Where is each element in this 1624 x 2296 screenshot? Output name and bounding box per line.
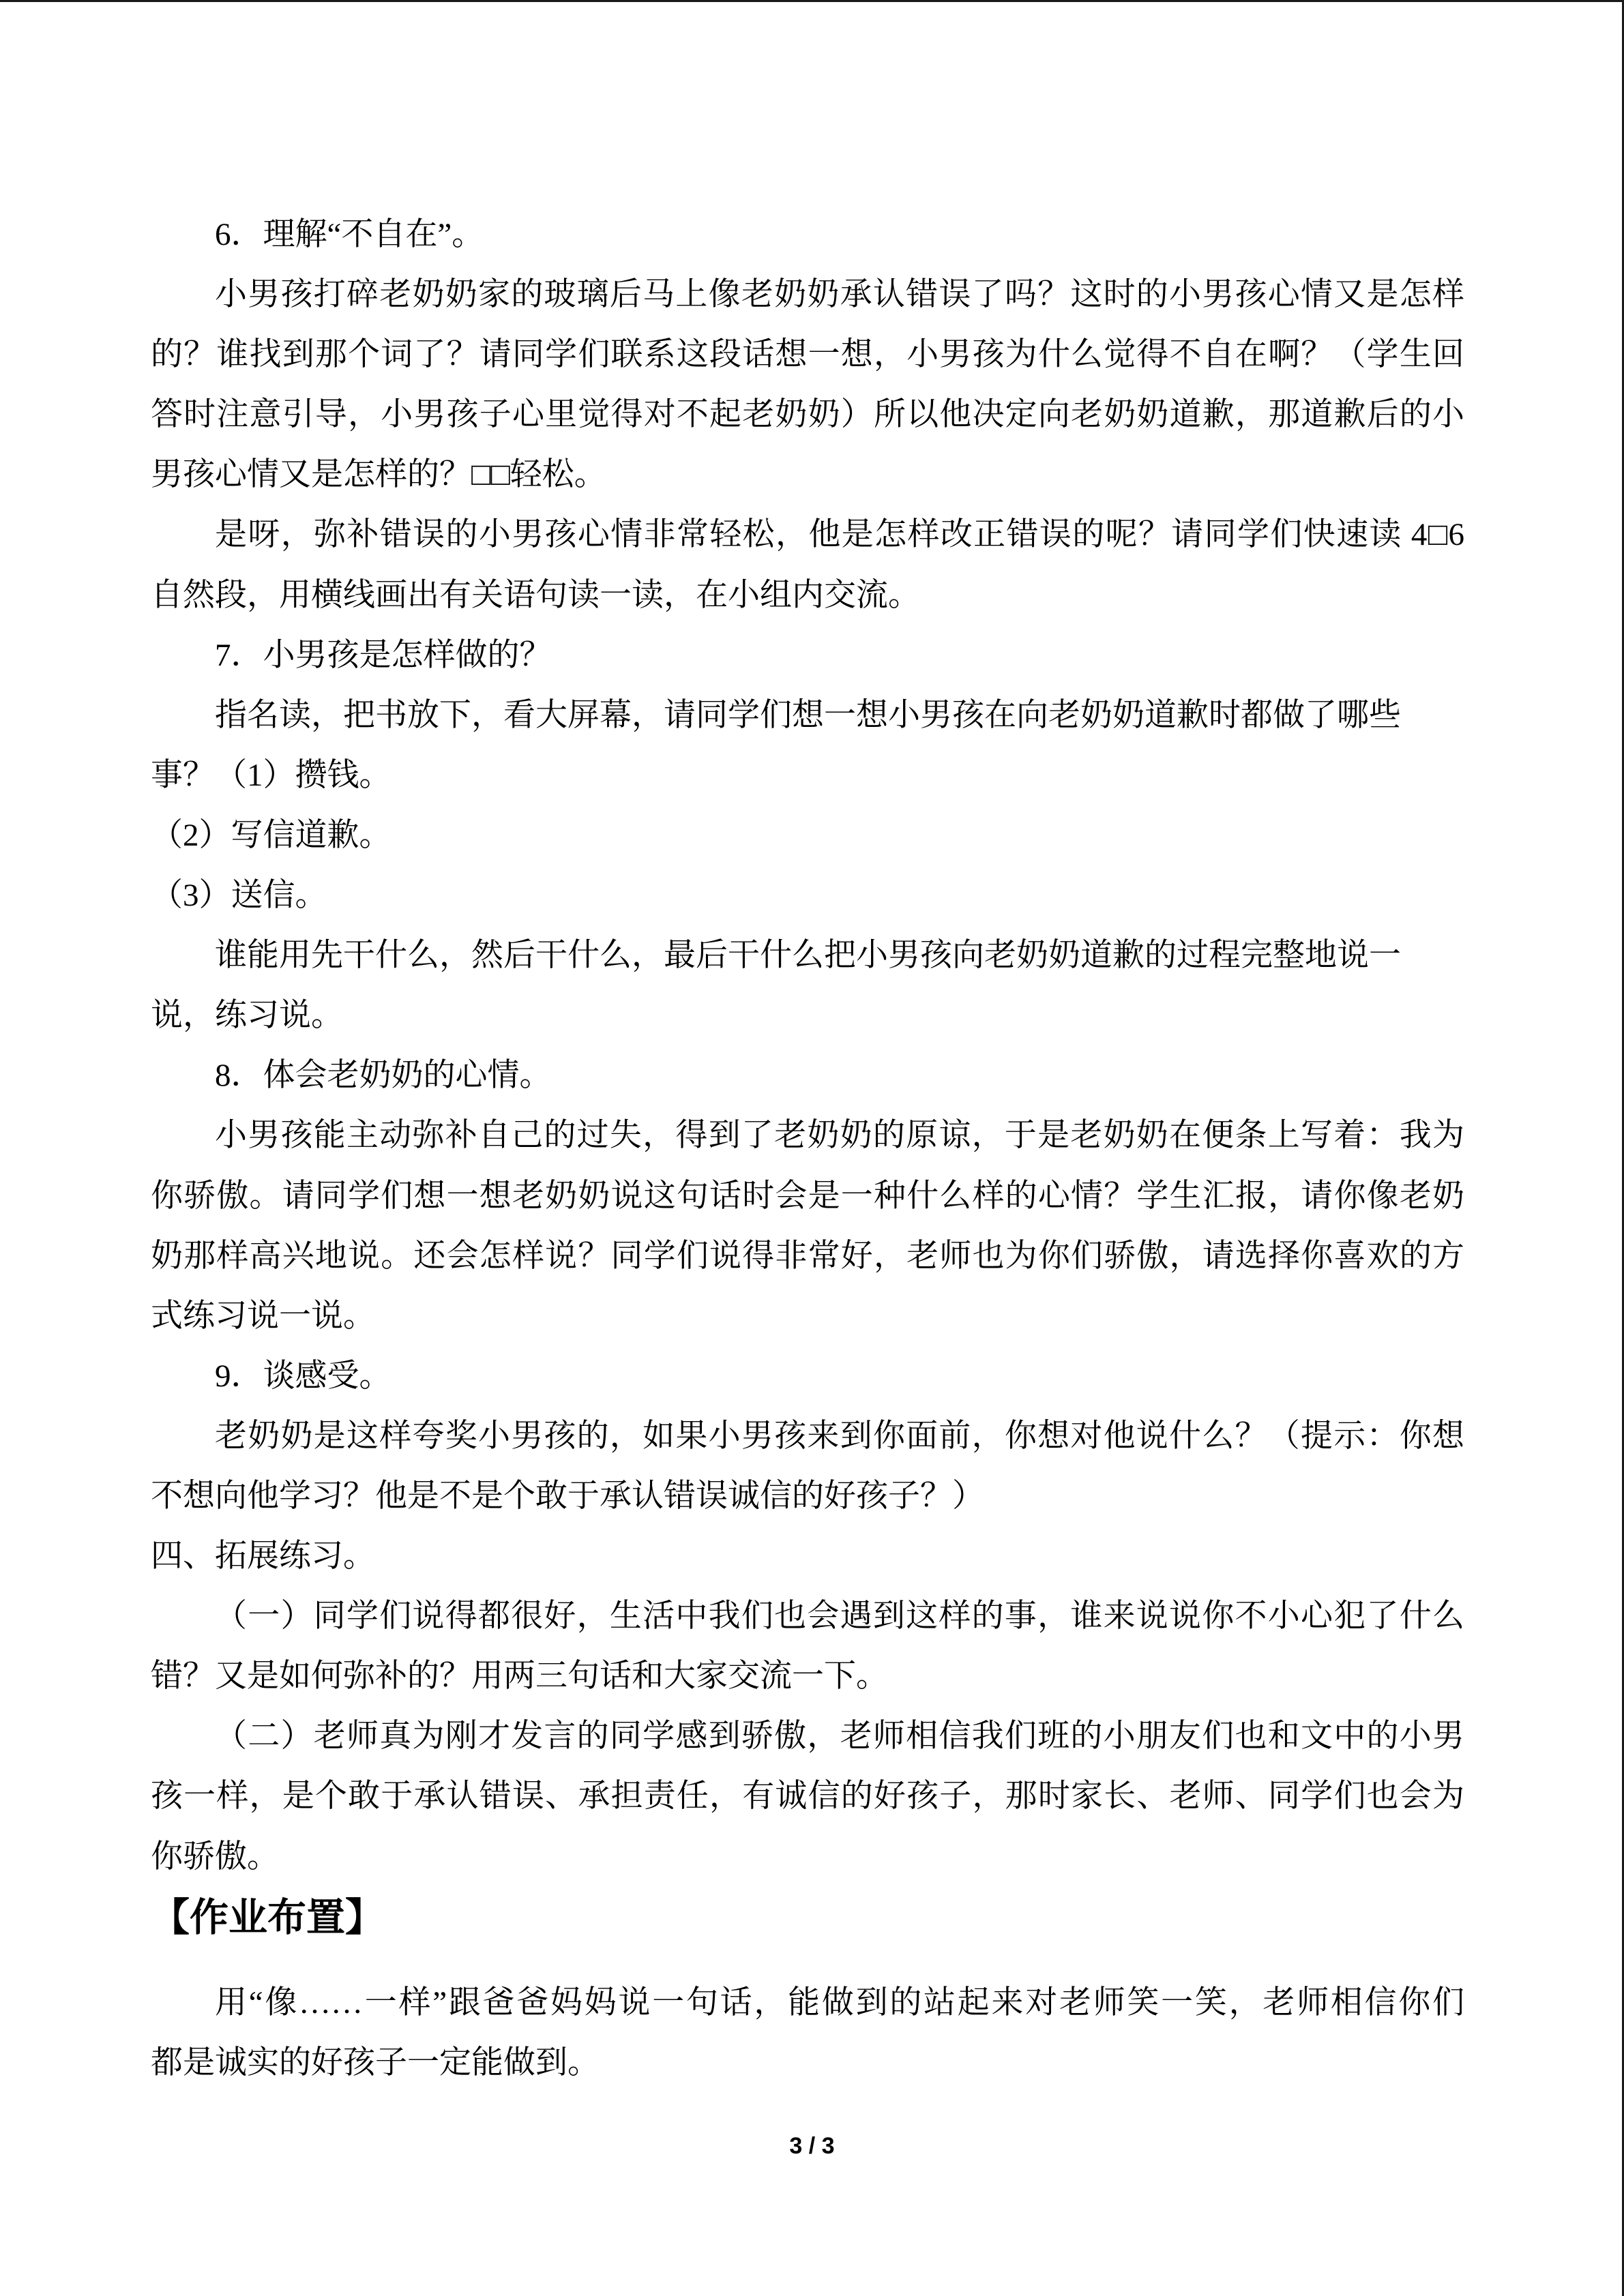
text-line: 男孩心情又是怎样的？□□轻松。 [151, 457, 606, 493]
text-line: 小男孩能主动弥补自己的过失，得到了老奶奶的原谅，于是老奶奶在便条上写着：我为 [215, 1118, 1464, 1154]
text-line: 你骄傲。 [151, 1838, 279, 1875]
text-line: 是呀，弥补错误的小男孩心情非常轻松，他是怎样改正错误的呢？请同学们快速读 4□6 [215, 517, 1464, 553]
text-line: 你骄傲。请同学们想一想老奶奶说这句话时会是一种什么样的心情？学生汇报，请你像老奶 [151, 1178, 1464, 1214]
homework-heading: 【作业布置】 [151, 1896, 384, 1939]
paragraph [151, 1105, 1464, 1345]
text-line: 的？谁找到那个词了？请同学们联系这段话想一想，小男孩为什么觉得不自在啊？（学生回 [151, 337, 1464, 373]
text-line: 不想向他学习？他是不是个敢于承认错误诚信的好孩子？） [151, 1478, 984, 1514]
text-line: 7．小男孩是怎样做的？ [215, 637, 552, 673]
text-line: 6．理解“不自在”。 [215, 217, 484, 252]
text-line: 答时注意引导，小男孩子心里觉得对不起老奶奶）所以他决定向老奶奶道歉，那道歉后的小 [151, 397, 1464, 433]
paragraph [151, 1706, 1464, 1886]
text-line: （3）送信。 [151, 878, 327, 914]
text-line: （2）写信道歉。 [151, 817, 392, 853]
text-line: 自然段，用横线画出有关语句读一读，在小组内交流。 [151, 577, 920, 613]
text-line: 说，练习说。 [151, 998, 343, 1034]
text-line: 奶那样高兴地说。还会怎样说？同学们说得非常好，老师也为你们骄傲，请选择你喜欢的方 [151, 1238, 1464, 1274]
text-line: 用“像……一样”跟爸爸妈妈说一句话，能做到的站起来对老师笑一笑，老师相信你们 [215, 1985, 1464, 2021]
list-item [151, 865, 1464, 925]
paragraph [151, 1586, 1464, 1706]
paragraph [151, 1406, 1464, 1526]
step-8-heading [151, 1045, 1464, 1105]
text-line: 事？（1）攒钱。 [151, 757, 392, 793]
homework-section [151, 1973, 1464, 2093]
text-line: 9．谈感受。 [215, 1358, 392, 1394]
section-heading [151, 1526, 1464, 1586]
text-line: （二）老师真为刚才发言的同学感到骄傲，老师相信我们班的小朋友们也和文中的小男 [215, 1718, 1464, 1755]
step-7-heading [151, 625, 1464, 685]
list-item [151, 805, 1464, 865]
paragraph [151, 925, 1464, 1045]
paragraph [151, 1973, 1464, 2093]
step-6-heading [151, 205, 1464, 265]
text-line: 错？又是如何弥补的？用两三句话和大家交流一下。 [151, 1658, 888, 1695]
step-9-heading [151, 1346, 1464, 1406]
text-line: 小男孩打碎老奶奶家的玻璃后马上像老奶奶承认错误了吗？这时的小男孩心情又是怎样 [215, 277, 1464, 313]
paragraph [151, 265, 1464, 505]
text-line: （一）同学们说得都很好，生活中我们也会遇到这样的事，谁来说说你不小心犯了什么 [215, 1598, 1464, 1635]
page-border-top [0, 0, 1624, 2]
text-line: 式练习说一说。 [151, 1298, 375, 1334]
lesson-steps-section [151, 205, 1464, 1887]
paragraph [151, 685, 1464, 805]
text-line: 老奶奶是这样夸奖小男孩的，如果小男孩来到你面前，你想对他说什么？（提示：你想 [215, 1418, 1464, 1454]
page-number: 3 / 3 [789, 2133, 835, 2159]
text-line: 指名读，把书放下，看大屏幕，请同学们想一想小男孩在向老奶奶道歉时都做了哪些 [215, 697, 1401, 733]
paragraph [151, 505, 1464, 625]
text-line: 8．体会老奶奶的心情。 [215, 1058, 552, 1094]
text-line: 孩一样，是个敢于承认错误、承担责任，有诚信的好孩子，那时家长、老师、同学们也会为 [151, 1778, 1464, 1815]
text-line: 谁能用先干什么，然后干什么，最后干什么把小男孩向老奶奶道歉的过程完整地说一 [215, 938, 1401, 974]
text-line: 都是诚实的好孩子一定能做到。 [151, 2045, 600, 2081]
text-line: 四、拓展练习。 [151, 1538, 375, 1575]
